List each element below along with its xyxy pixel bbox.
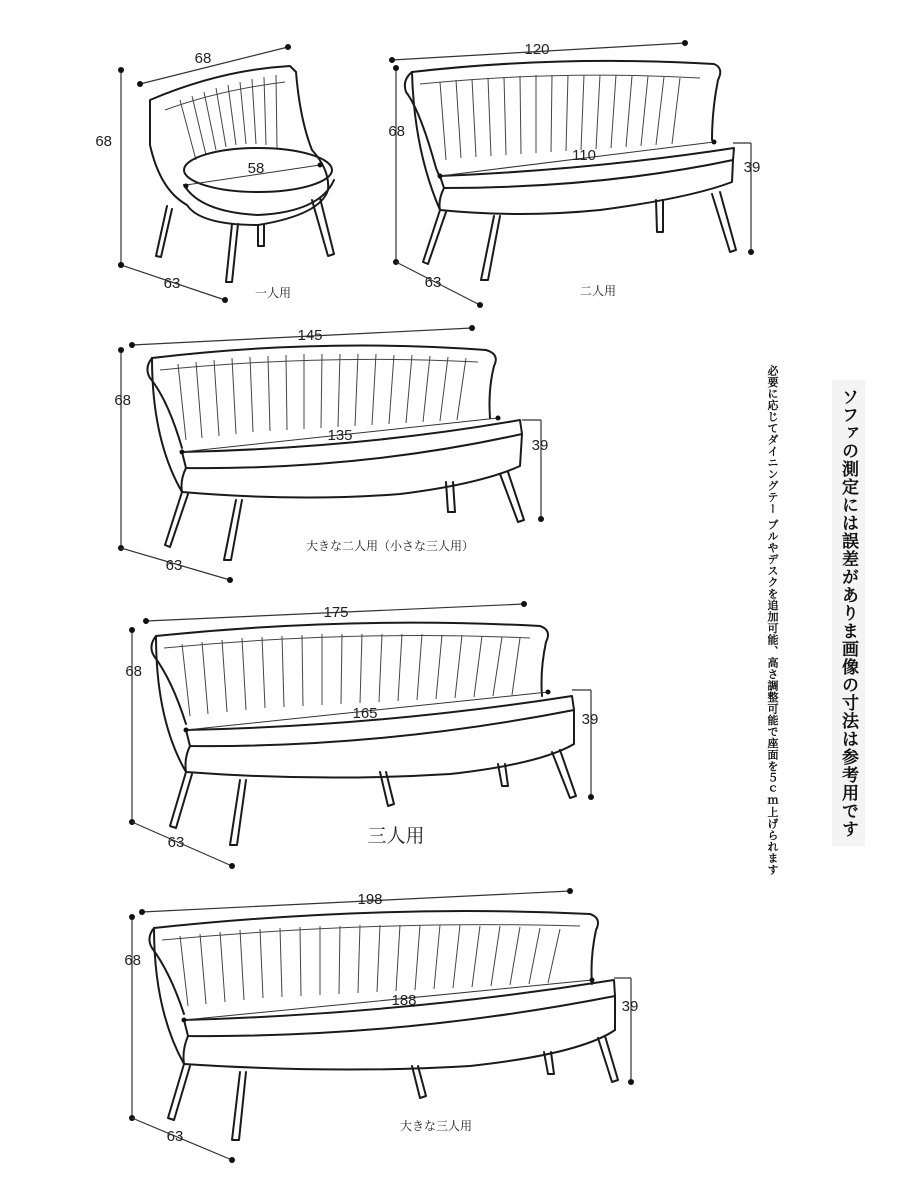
depth-label: 63 [165,557,183,574]
seat-height-label: 39 [581,711,599,728]
seat-label: 135 [327,427,353,444]
height-label: 68 [388,123,405,140]
width-label: 175 [323,604,349,621]
width-label: 68 [194,50,212,67]
measurement-note: ソファの測定には誤差がありま画像の寸法は参考用です [832,380,865,846]
height-label: 68 [124,952,141,969]
caption: 三人用 [367,825,425,847]
depth-label: 63 [163,275,181,292]
seat-height-label: 39 [621,998,639,1015]
width-label: 120 [524,41,550,58]
depth-label: 63 [167,834,185,851]
width-label: 145 [297,327,323,344]
height-label: 68 [95,133,112,150]
caption: 大きな二人用（小さな三人用） [305,539,475,553]
option-note: 必要に応じてダイニングテー ブルやデスクを追加可能、高さ調整可能で座面を５ｃｍ上げられます [766,365,779,876]
sofa-three-seater [125,601,598,869]
caption: 二人用 [579,284,617,298]
width-label: 198 [357,891,383,908]
depth-label: 63 [424,274,442,291]
seat-height-label: 39 [531,437,549,454]
seat-label: 110 [572,147,596,164]
sofa-single [95,44,334,303]
seat-label: 165 [352,705,378,722]
sofa-large-two-seater [114,325,548,583]
caption: 大きな三人用 [399,1119,473,1133]
caption: 一人用 [254,286,292,300]
seat-label: 58 [247,160,265,177]
height-label: 68 [125,663,142,680]
sofa-large-three-seater [124,888,638,1163]
height-label: 68 [114,392,131,409]
sofa-two-seater [388,40,760,308]
seat-label: 188 [391,992,417,1009]
seat-height-label: 39 [743,159,761,176]
depth-label: 63 [166,1128,184,1145]
